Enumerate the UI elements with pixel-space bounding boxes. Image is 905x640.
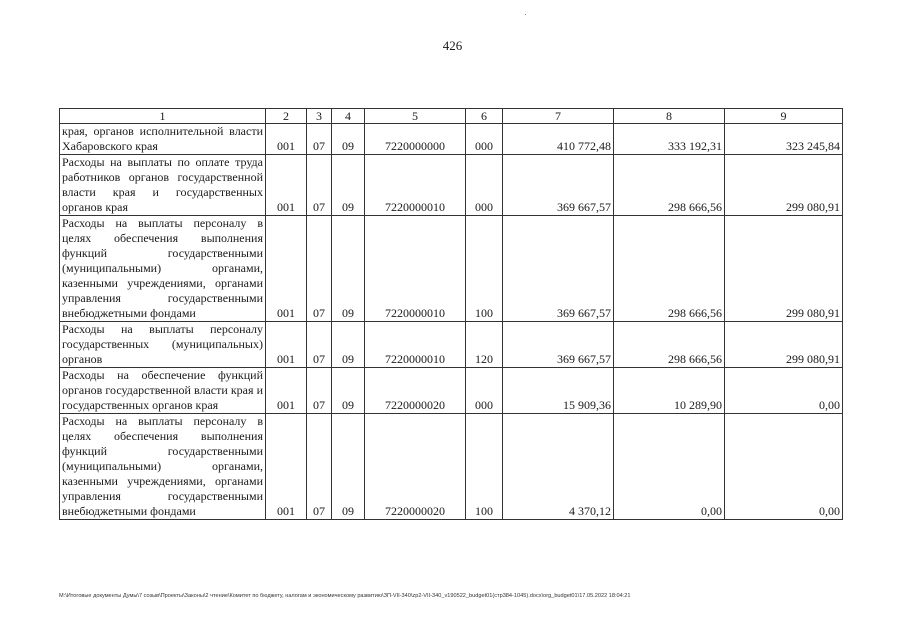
section-code: 07 xyxy=(307,322,332,368)
target-article-code: 7220000010 xyxy=(365,216,466,322)
expense-type-code: 100 xyxy=(466,216,503,322)
column-header: 3 xyxy=(307,109,332,124)
subsection-code: 09 xyxy=(332,155,365,216)
amount-col-7: 4 370,12 xyxy=(503,414,614,520)
target-article-code: 7220000010 xyxy=(365,322,466,368)
ministry-code: 001 xyxy=(266,124,307,155)
column-header: 2 xyxy=(266,109,307,124)
expense-type-code: 000 xyxy=(466,124,503,155)
section-code: 07 xyxy=(307,414,332,520)
row-description: Расходы на выплаты персоналу в целях обеспечения выполнения функций государственными (муниципальными) органами, казенными учреждениями, органами управления государственными внебюджетными фондами xyxy=(60,414,266,520)
table-row xyxy=(60,414,843,520)
amount-col-8: 333 192,31 xyxy=(614,124,725,155)
column-header: 6 xyxy=(466,109,503,124)
target-article-code: 7220000010 xyxy=(365,155,466,216)
subsection-code: 09 xyxy=(332,368,365,414)
column-header: 5 xyxy=(365,109,466,124)
ministry-code: 001 xyxy=(266,368,307,414)
target-article-code: 7220000000 xyxy=(365,124,466,155)
amount-col-8: 298 666,56 xyxy=(614,322,725,368)
amount-col-8: 298 666,56 xyxy=(614,216,725,322)
table-row xyxy=(60,216,843,322)
amount-col-8: 10 289,90 xyxy=(614,368,725,414)
section-code: 07 xyxy=(307,124,332,155)
amount-col-7: 369 667,57 xyxy=(503,155,614,216)
target-article-code: 7220000020 xyxy=(365,368,466,414)
column-header: 8 xyxy=(614,109,725,124)
target-article-code: 7220000020 xyxy=(365,414,466,520)
table-row xyxy=(60,155,843,216)
expense-type-code: 000 xyxy=(466,368,503,414)
table-row xyxy=(60,322,843,368)
amount-col-9: 0,00 xyxy=(725,368,843,414)
amount-col-8: 0,00 xyxy=(614,414,725,520)
column-header: 1 xyxy=(60,109,266,124)
row-description: края, органов исполнительной власти Хабаровского края xyxy=(60,124,266,155)
amount-col-7: 369 667,57 xyxy=(503,216,614,322)
table-row xyxy=(60,124,843,155)
row-description: Расходы на выплаты персоналу в целях обеспечения выполнения функций государственными (муниципальными) органами, казенными учреждениями, органами управления государственными внебюджетными фондами xyxy=(60,216,266,322)
document-path-footer: M:\Итоговые документы Думы\7 созыв\Проекты\Законы\2 чтение\Комитет по бюджету, налогам и экономическому развитию\ЗП-VII-340\zp2-VII-340_v190522_budget01(стр384-1045).docx\org_budget01\17.05.2022 18:04:21 xyxy=(59,593,631,599)
ministry-code: 001 xyxy=(266,216,307,322)
column-header: 9 xyxy=(725,109,843,124)
subsection-code: 09 xyxy=(332,322,365,368)
amount-col-9: 299 080,91 xyxy=(725,216,843,322)
table-header-row xyxy=(60,109,843,124)
speck-mark xyxy=(525,14,526,15)
expense-type-code: 000 xyxy=(466,155,503,216)
amount-col-9: 0,00 xyxy=(725,414,843,520)
budget-table xyxy=(59,108,843,520)
expense-type-code: 120 xyxy=(466,322,503,368)
expense-type-code: 100 xyxy=(466,414,503,520)
column-header: 7 xyxy=(503,109,614,124)
row-description: Расходы на выплаты по оплате труда работников органов государственной власти края и государственных органов края xyxy=(60,155,266,216)
subsection-code: 09 xyxy=(332,414,365,520)
amount-col-9: 299 080,91 xyxy=(725,155,843,216)
ministry-code: 001 xyxy=(266,155,307,216)
table-row xyxy=(60,368,843,414)
subsection-code: 09 xyxy=(332,124,365,155)
amount-col-7: 369 667,57 xyxy=(503,322,614,368)
section-code: 07 xyxy=(307,216,332,322)
ministry-code: 001 xyxy=(266,414,307,520)
ministry-code: 001 xyxy=(266,322,307,368)
amount-col-9: 299 080,91 xyxy=(725,322,843,368)
subsection-code: 09 xyxy=(332,216,365,322)
row-description: Расходы на обеспечение функций органов государственной власти края и государственных органов края xyxy=(60,368,266,414)
column-header: 4 xyxy=(332,109,365,124)
section-code: 07 xyxy=(307,155,332,216)
amount-col-7: 410 772,48 xyxy=(503,124,614,155)
amount-col-8: 298 666,56 xyxy=(614,155,725,216)
amount-col-9: 323 245,84 xyxy=(725,124,843,155)
page-number: 426 xyxy=(442,38,463,53)
section-code: 07 xyxy=(307,368,332,414)
amount-col-7: 15 909,36 xyxy=(503,368,614,414)
row-description: Расходы на выплаты персоналу государственных (муниципальных) органов xyxy=(60,322,266,368)
